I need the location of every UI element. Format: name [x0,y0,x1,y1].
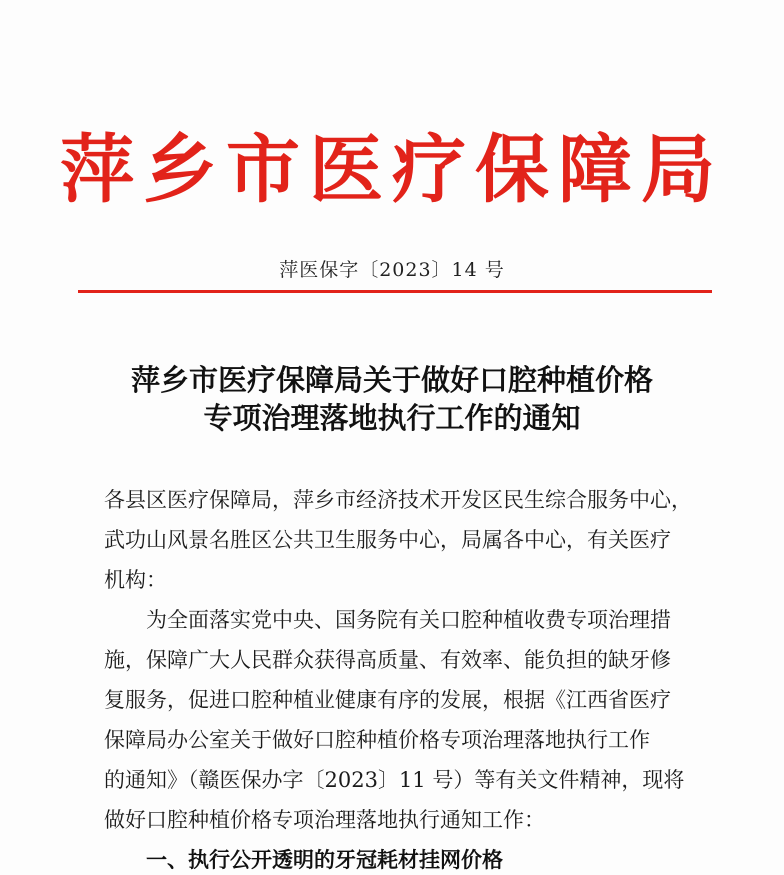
section-heading-1: 一、执行公开透明的牙冠耗材挂网价格 [146,847,503,872]
body-line: 施，保障广大人民群众获得高质量、有效率、能负担的缺牙修 [104,648,671,672]
body-line: 的通知》（赣医保办字〔2023〕11 号）等有关文件精神，现将 [104,768,685,792]
body-line: 复服务，促进口腔种植业健康有序的发展，根据《江西省医疗 [104,688,671,712]
body-line: 保障局办公室关于做好口腔种植价格专项治理落地执行工作 [104,728,650,752]
notice-title-line-2: 专项治理落地执行工作的通知 [203,401,581,435]
body-line: 武功山风景名胜区公共卫生服务中心，局属各中心，有关医疗 [104,528,671,552]
document-number: 萍医保字〔2023〕14 号 [279,259,505,281]
notice-title-line-1: 萍乡市医疗保障局关于做好口腔种植价格 [130,363,653,397]
body-line: 机构： [104,568,167,592]
body-line: 为全面落实党中央、国务院有关口腔种植收费专项治理措 [104,608,671,632]
body-line: 各县区医疗保障局，萍乡市经济技术开发区民生综合服务中心， [104,488,692,512]
issuer-masthead: 萍乡市医疗保障局 [60,127,724,213]
body-line: 做好口腔种植价格专项治理落地执行通知工作： [104,808,545,832]
red-divider-line [78,290,712,293]
